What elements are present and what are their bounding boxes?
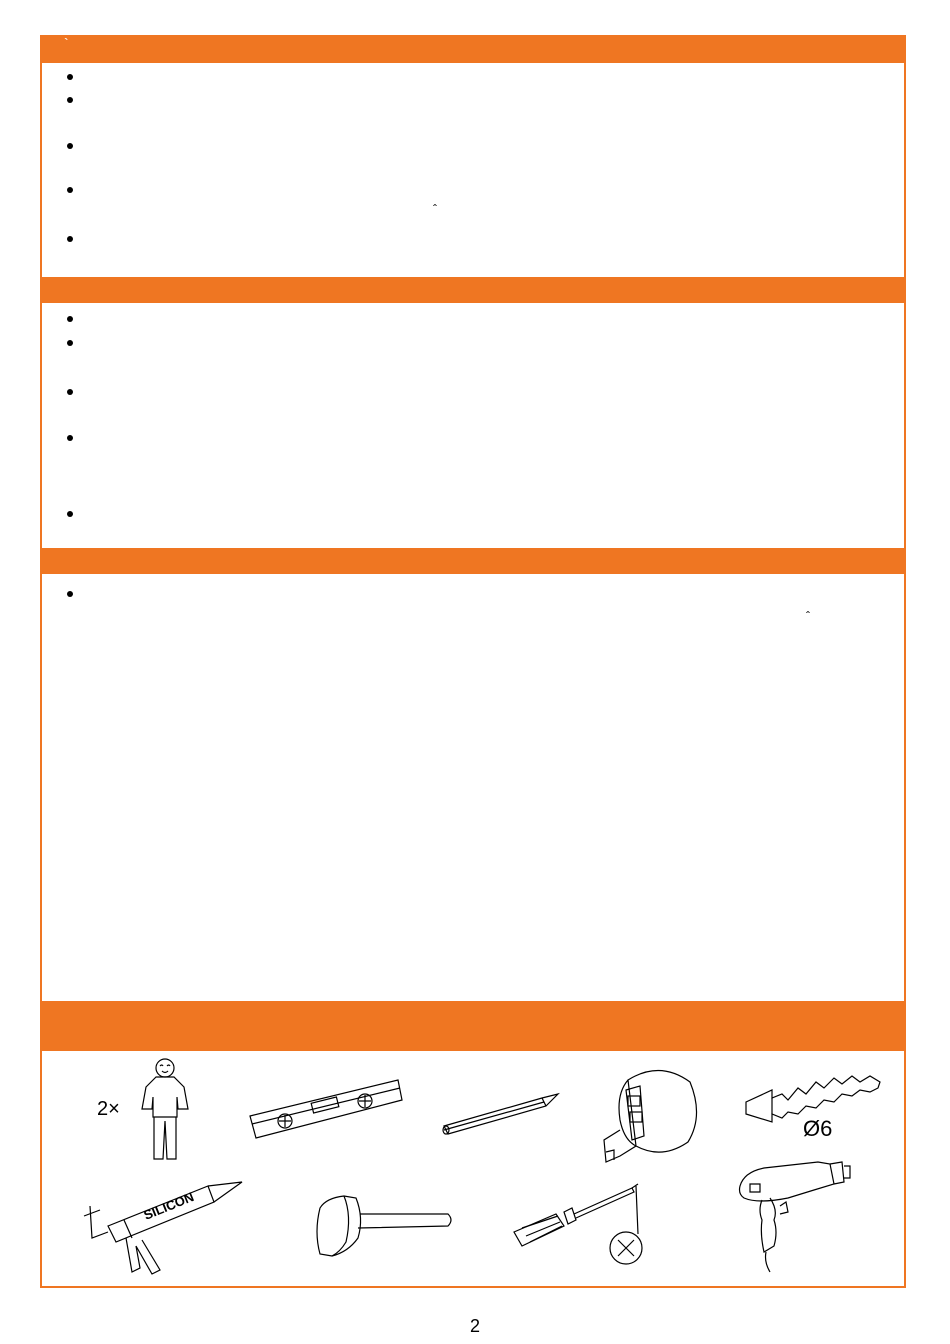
bullet [67,591,73,597]
tools-header [42,1001,906,1051]
tape-measure-icon [600,1060,704,1168]
bullet [67,236,73,242]
page-number: 2 [469,1316,480,1336]
drill-icon [734,1154,854,1274]
bullet [67,435,73,441]
spirit-level-icon [248,1076,406,1146]
bullet [67,511,73,517]
bullet [67,97,73,103]
persons-count: 2× [97,1098,120,1120]
bullet [67,340,73,346]
caret-mark: ˆ [433,202,437,216]
bullet [67,143,73,149]
section-header-2 [42,277,906,303]
bullet [67,74,73,80]
bullet [67,316,73,322]
section-header-3 [42,548,906,574]
header-mark: ` [64,35,69,51]
silicone-label: SILICON [141,1189,197,1223]
bullet [67,187,73,193]
caret-mark: ˆ [806,609,810,623]
silicone-gun-icon [80,1180,244,1276]
section-header-1 [42,37,906,63]
person-icon [138,1057,194,1163]
mallet-icon [312,1192,460,1262]
bullet [67,389,73,395]
plug-size-label: Ø6 [803,1116,833,1141]
pencil-icon [440,1090,562,1136]
phillips-screwdriver-icon [508,1180,654,1266]
